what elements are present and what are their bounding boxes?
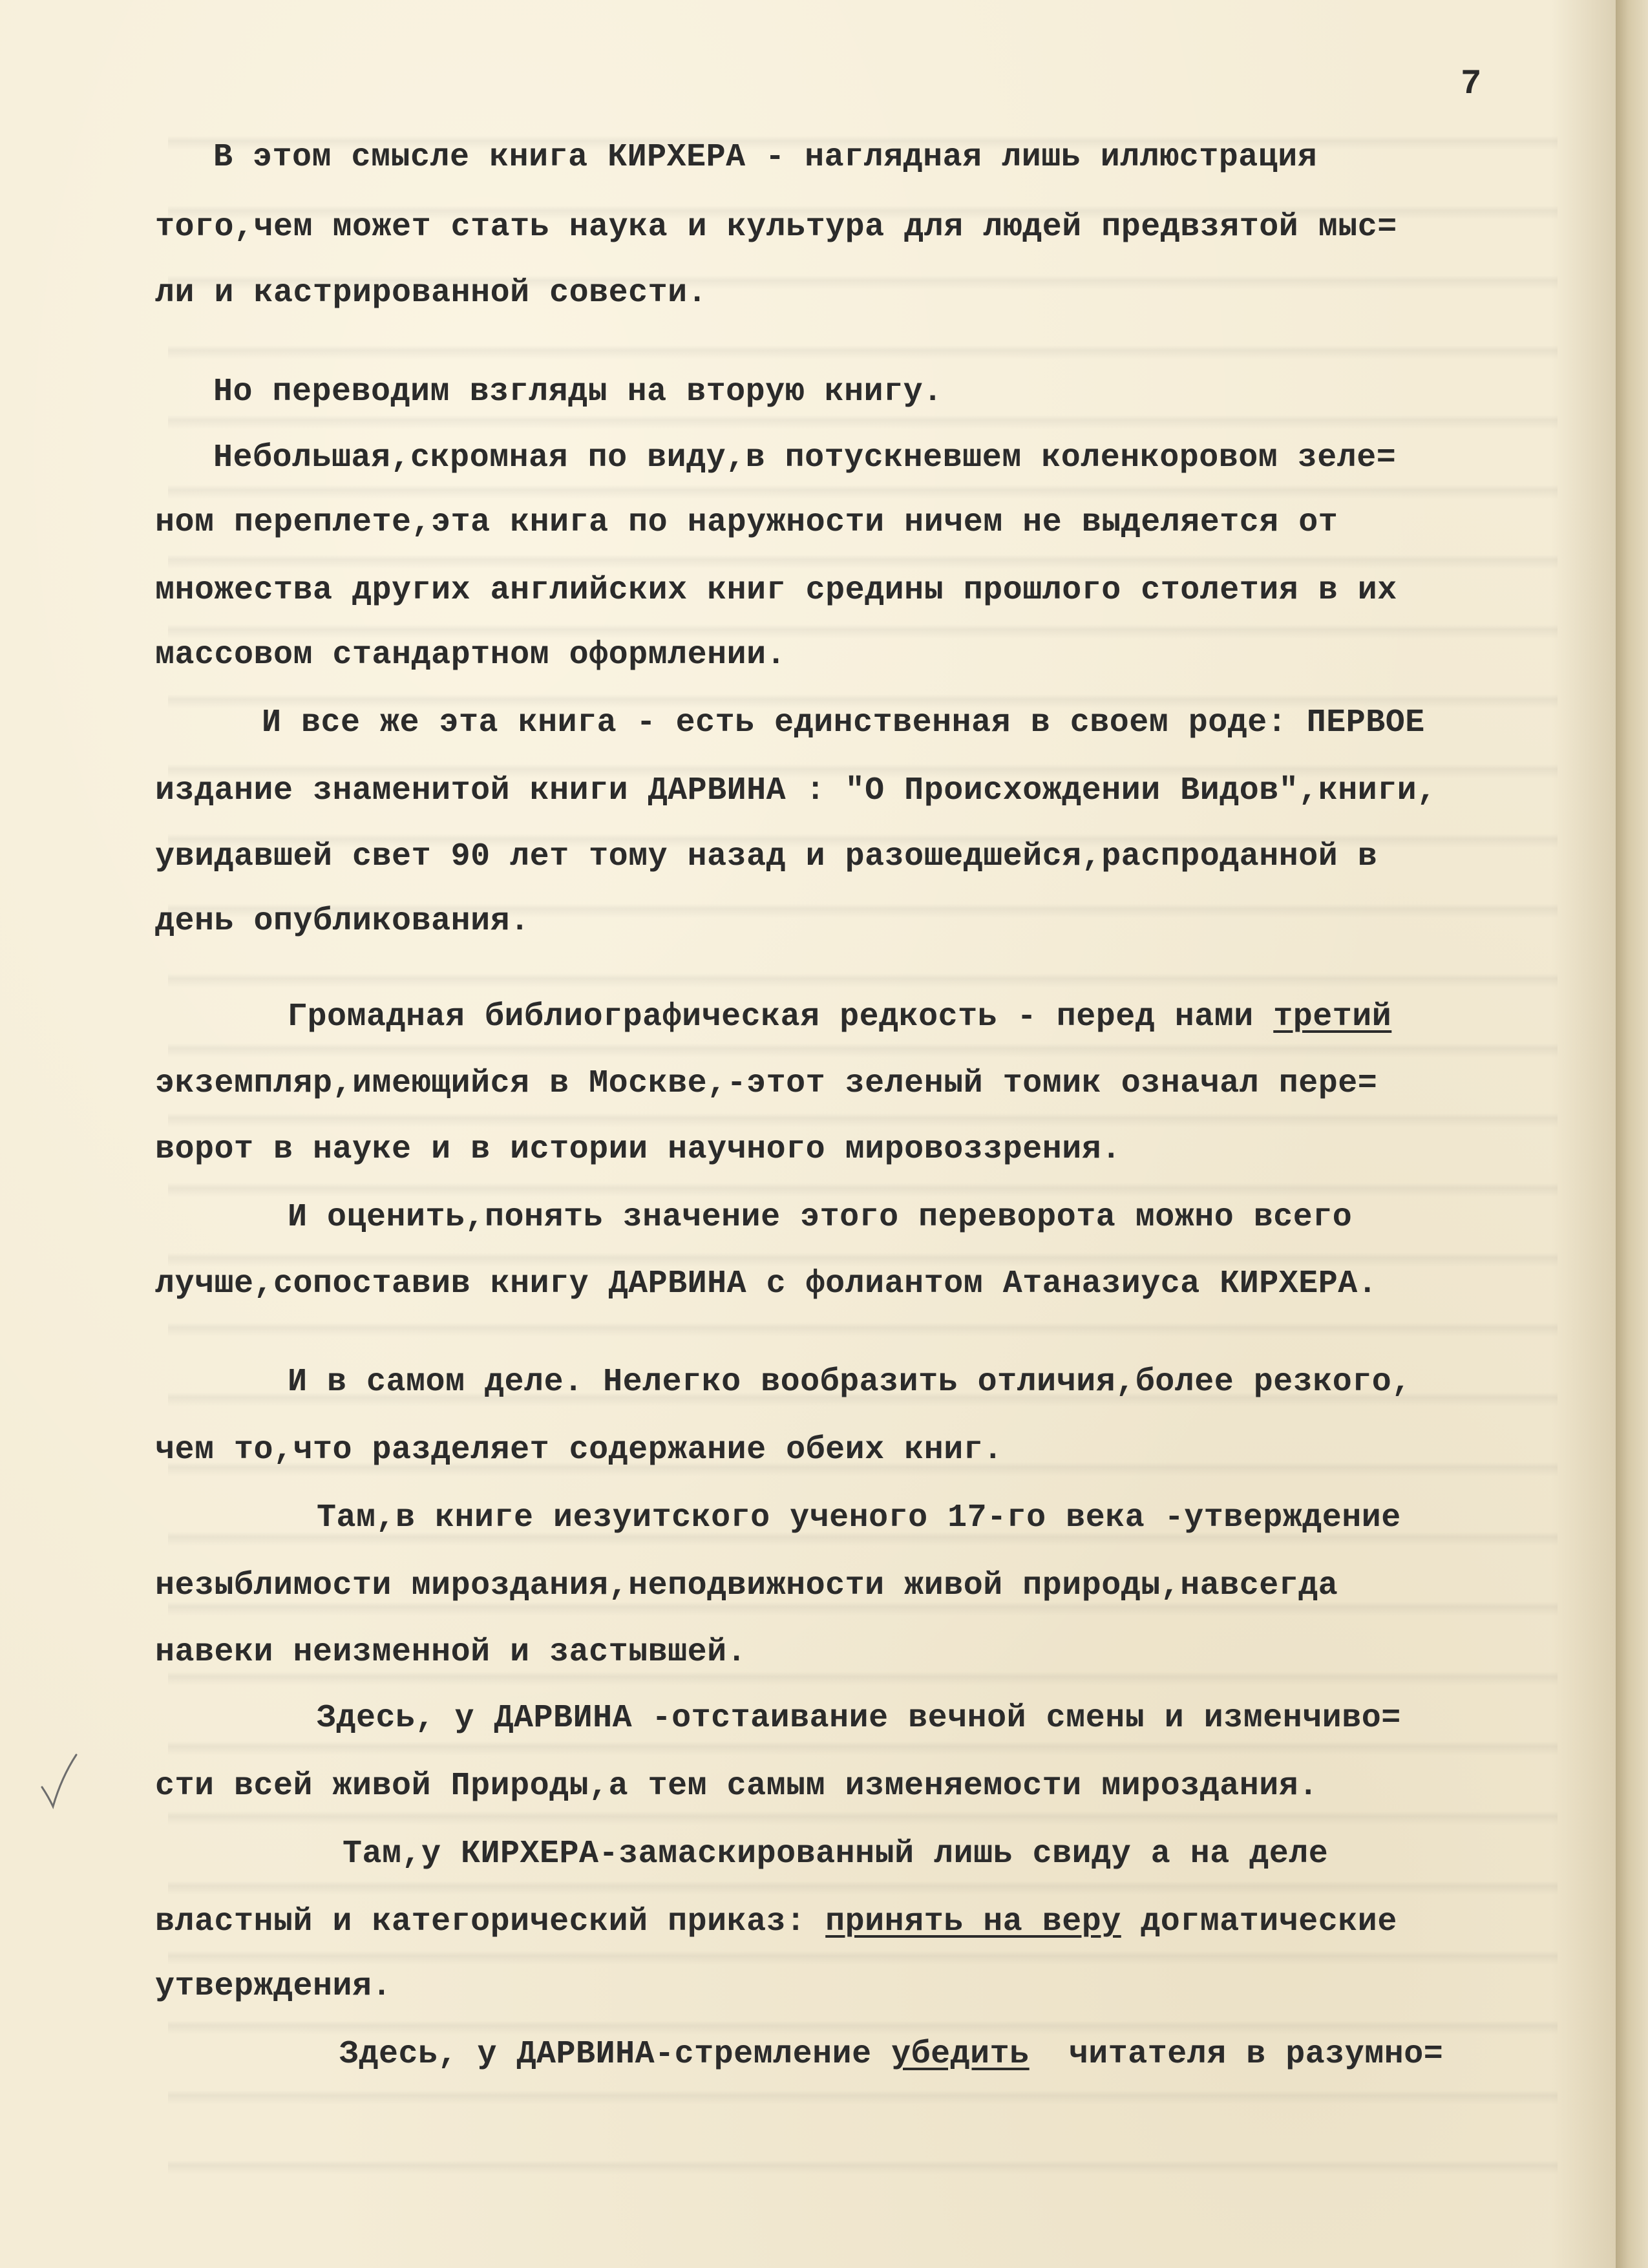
- text-line-3: ли и кастрированной совести.: [155, 275, 708, 312]
- text-line-1: В этом смысле книга КИРХЕРА - наглядная лишь иллюстрация: [213, 139, 1318, 176]
- text-line-17: лучше,сопоставив книгу ДАРВИНА с фолиантом Атаназиуса КИРХЕРА.: [155, 1266, 1378, 1302]
- text-line-24: сти всей живой Природы,а тем самым изменяемости мироздания.: [155, 1768, 1318, 1805]
- handwritten-check-mark: [39, 1752, 78, 1810]
- text-line-6: ном переплете,эта книга по наружности ничем не выделяется от: [155, 504, 1338, 541]
- text-line-26-end: догматические: [1121, 1903, 1397, 1940]
- text-line-13: [288, 999, 1391, 1035]
- page-number: 7: [1461, 65, 1482, 104]
- page-edge-shadow: [1616, 0, 1648, 2268]
- text-line-13-start: Громадная библиографическая редкость - перед нами: [288, 999, 1274, 1035]
- text-line-9: И все же эта книга - есть единственная в своем роде: ПЕРВОЕ: [262, 705, 1425, 741]
- text-line-21: незыблимости мироздания,неподвижности живой природы,навсегда: [155, 1567, 1338, 1604]
- text-line-28-start: Здесь, у ДАРВИНА-стремление: [339, 2036, 892, 2073]
- underlined-word-tretiy: третий: [1273, 999, 1392, 1035]
- text-line-28: [339, 2036, 1443, 2073]
- text-line-27: утверждения.: [155, 1968, 392, 2005]
- text-line-10: издание знаменитой книги ДАРВИНА : "О Происхождении Видов",книги,: [155, 772, 1437, 809]
- text-line-20: Там,в книге иезуитского ученого 17-го века -утверждение: [317, 1500, 1401, 1536]
- text-line-22: навеки неизменной и застывшей.: [155, 1634, 747, 1671]
- text-line-18: И в самом деле. Нелегко вообразить отличия,более резкого,: [288, 1364, 1411, 1401]
- text-line-8: массовом стандартном оформлении.: [155, 637, 787, 673]
- text-line-28-end: читателя в разумно=: [1029, 2036, 1444, 2073]
- text-line-5: Небольшая,скромная по виду,в потускневшем коленкоровом зеле=: [213, 440, 1397, 476]
- text-line-14: экземпляр,имеющийся в Москве,-этот зеленый томик означал пере=: [155, 1065, 1378, 1102]
- text-line-12: день опубликования.: [155, 903, 530, 940]
- text-line-26: [155, 1903, 1397, 1940]
- text-line-26-start: властный и категорический приказ:: [155, 1903, 826, 1940]
- text-line-2: того,чем может стать наука и культура для людей предвзятой мыс=: [155, 209, 1397, 246]
- text-line-11: увидавшей свет 90 лет тому назад и разошедшейся,распроданной в: [155, 838, 1378, 875]
- text-line-16: И оценить,понять значение этого переворота можно всего: [288, 1199, 1353, 1236]
- text-line-25: Там,у КИРХЕРА-замаскированный лишь свиду а на деле: [343, 1836, 1329, 1872]
- text-line-7: множества других английских книг средины прошлого столетия в их: [155, 572, 1397, 609]
- underlined-word-ubedit: убедить: [891, 2036, 1030, 2073]
- underlined-phrase-prinyat-na-veru: принять на веру: [825, 1903, 1121, 1940]
- text-line-4: Но переводим взгляды на вторую книгу.: [213, 374, 943, 410]
- text-line-15: ворот в науке и в истории научного мировоззрения.: [155, 1131, 1121, 1168]
- text-line-19: чем то,что разделяет содержание обеих книг.: [155, 1432, 1003, 1468]
- text-line-23: Здесь, у ДАРВИНА -отстаивание вечной смены и изменчиво=: [317, 1700, 1401, 1737]
